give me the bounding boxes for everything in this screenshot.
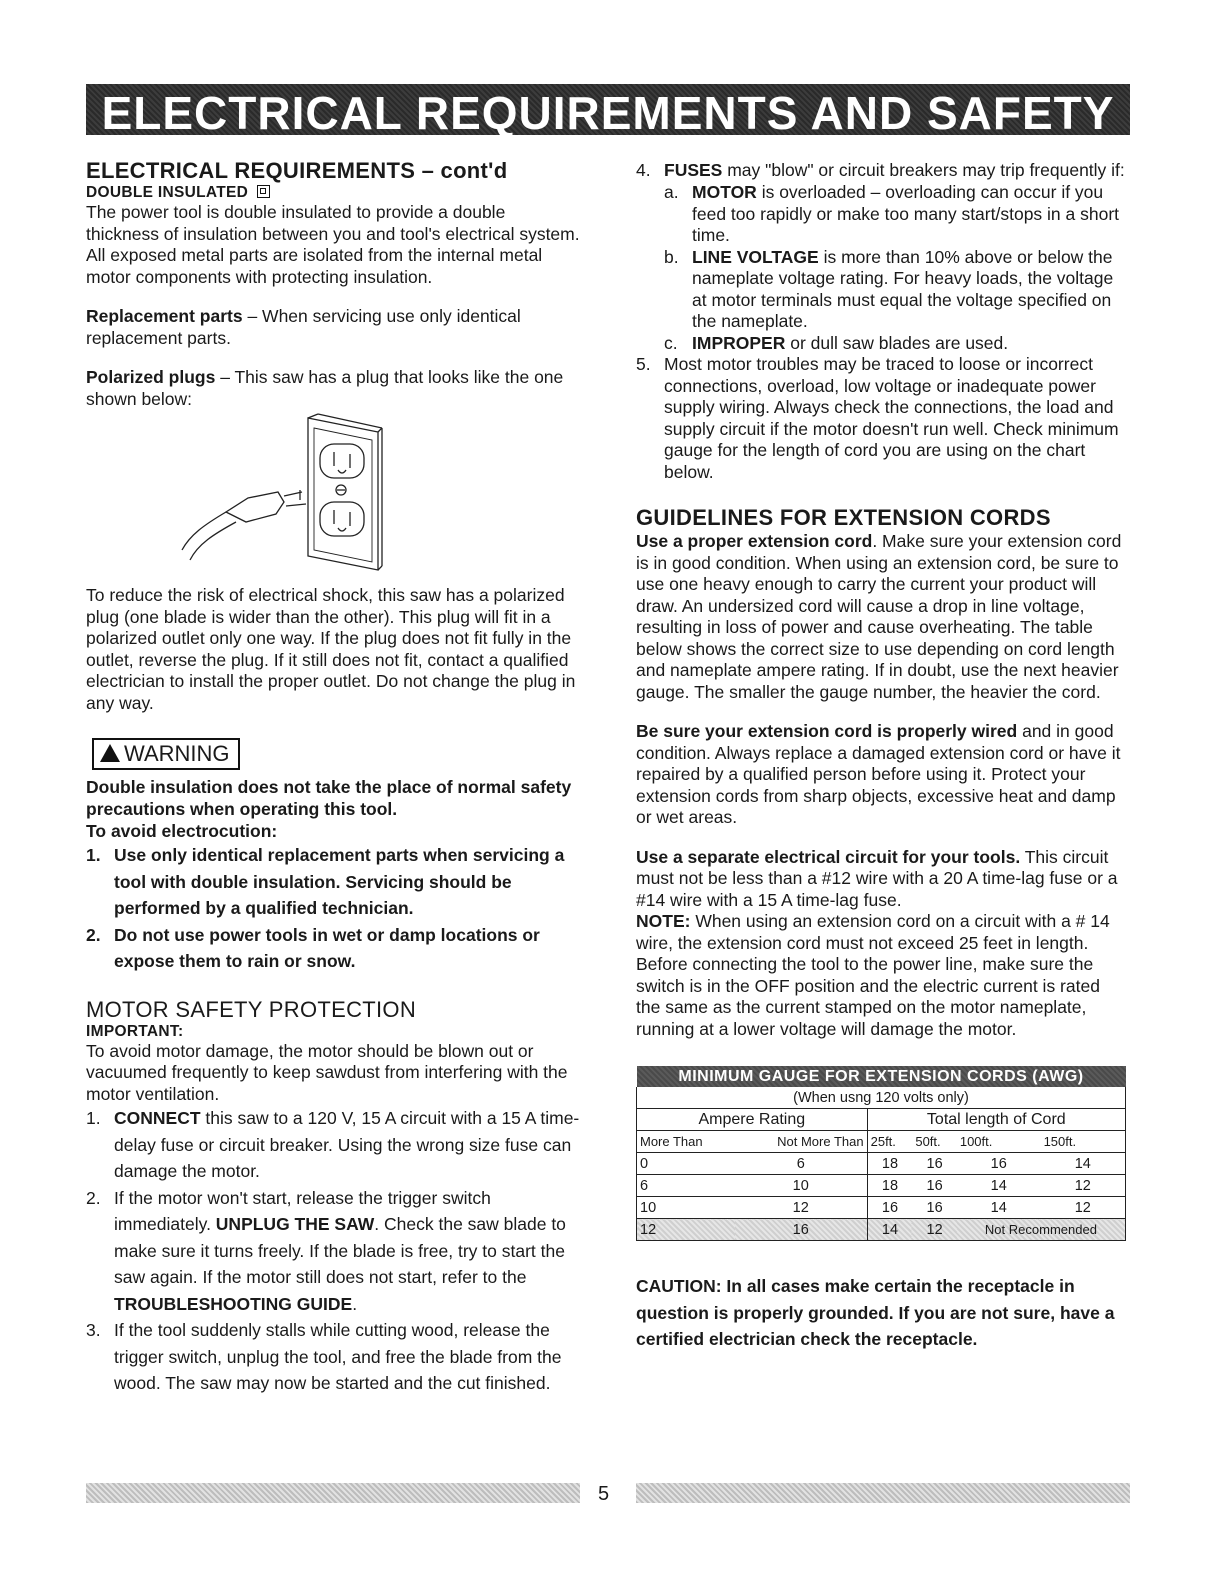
banner-title: ELECTRICAL REQUIREMENTS AND SAFETY xyxy=(101,87,1115,139)
wired-bold: Be sure your extension cord is properly wired xyxy=(636,721,1018,741)
fuses-item xyxy=(636,158,1128,354)
polarized-plugs-paragraph xyxy=(86,367,582,410)
warning-line1: Double insulation does not take the place of normal safety precautions when operating this tool. xyxy=(86,777,572,819)
gauge-table-subtitle: (When usng 120 volts only) xyxy=(637,1087,1126,1109)
replacement-parts-paragraph xyxy=(86,306,582,349)
motor-item-text: . Check the saw blade to make sure it turns freely. If the blade is free, try to start the saw again. If the motor still does not start, refer to the xyxy=(114,1214,566,1287)
polarized-label: Polarized plugs xyxy=(86,367,216,387)
table-cell: 12 xyxy=(735,1197,867,1219)
table-cell: 6 xyxy=(637,1175,735,1197)
wired-text: and in good condition. Always replace a damaged extension cord or have it repaired by a qualified person before using it. Protect your extension cords from sharp objects, excessive heat and damp or wet areas. xyxy=(636,721,1121,827)
sub-item-bold: LINE VOLTAGE xyxy=(692,246,819,267)
motor-troubles-text: Most motor troubles may be traced to loose or incorrect connections, overload, low voltage or inadequate power supply wiring. Always check the connections, the load and supply circuit if the motor doesn't run well. Check minimum gauge for the length of cord you are using on the chart below. xyxy=(664,354,1119,482)
table-cell: 16 xyxy=(735,1219,867,1241)
table-cell: 10 xyxy=(735,1175,867,1197)
note-text: When using an extension cord on a circuit with a # 14 wire, the extension cord must not exceed 25 feet in length. Before connecting the tool to the power line, make sure the switch is in the OFF position and the electric current is rated the same as the current stamped on the motor nameplate, running at a lower voltage will damage the motor. xyxy=(636,911,1110,1039)
warning-label-box xyxy=(92,738,240,770)
table-cell: 0 xyxy=(637,1153,735,1175)
warning-item-text: Do not use power tools in wet or damp locations or expose them to rain or snow. xyxy=(114,924,540,971)
table-cell: 16 xyxy=(957,1153,1041,1175)
table-cell: 12 xyxy=(1041,1197,1126,1219)
motor-list xyxy=(86,1105,582,1397)
section-heading-electrical: ELECTRICAL REQUIREMENTS – cont'd xyxy=(86,158,508,183)
sub-item-letter: b. xyxy=(664,246,679,267)
motor-item xyxy=(86,1185,582,1318)
left-column xyxy=(86,158,582,1397)
sub-item-letter: c. xyxy=(664,332,678,353)
warning-item xyxy=(86,922,582,975)
separate-text: This circuit must not be less than a #12 wire with a 20 A time-lag fuse or a #14 wire with a 15 A time-lag fuse. xyxy=(636,846,1118,910)
footer-bar-right xyxy=(636,1483,1130,1503)
fuses-item-text: may "blow" or circuit breakers may trip frequently if: xyxy=(722,160,1125,180)
warning-triangle-icon xyxy=(100,744,120,762)
gauge-header-cell: 25ft. xyxy=(867,1131,912,1153)
gauge-group-length: Total length of Cord xyxy=(867,1109,1125,1131)
replacement-label: Replacement parts xyxy=(86,306,243,326)
table-cell: 16 xyxy=(912,1197,957,1219)
table-cell: 14 xyxy=(1041,1153,1126,1175)
polarized-text: – This saw has a plug that looks like the one shown below: xyxy=(86,367,564,409)
table-row-not-recommended xyxy=(637,1219,1126,1241)
sub-item-text: is more than 10% above or below the nameplate voltage rating. For heavy loads, the voltage at motor terminals must equal the voltage specified on the nameplate. xyxy=(692,246,1114,331)
guidelines-paragraph xyxy=(636,531,1128,703)
fuses-item-number: 4. xyxy=(636,160,651,180)
motor-item-number: 2. xyxy=(86,1187,101,1208)
table-cell: 18 xyxy=(867,1175,912,1197)
gauge-table xyxy=(636,1066,1126,1241)
fuses-sub-item xyxy=(664,333,1128,355)
motor-item-text: this saw to a 120 V, 15 A circuit with a 15 A time-delay fuse or circuit breaker. Using the wrong size fuse can damage the motor. xyxy=(114,1108,580,1181)
sub-item-bold: MOTOR xyxy=(692,182,757,202)
motor-item-number: 1. xyxy=(86,1108,101,1128)
motor-item-bold: TROUBLESHOOTING GUIDE xyxy=(114,1293,353,1314)
guidelines-bold: Use a proper extension cord xyxy=(636,531,873,551)
motor-item-bold: UNPLUG THE SAW xyxy=(215,1214,375,1234)
motor-item-bold: CONNECT xyxy=(114,1108,201,1128)
fuses-sub-item xyxy=(664,247,1128,333)
warning-line2: To avoid electrocution: xyxy=(86,821,278,841)
gauge-header-cell: 50ft. xyxy=(912,1131,957,1153)
table-cell: 12 xyxy=(637,1219,735,1241)
motor-item-text: . xyxy=(352,1293,358,1314)
guidelines-heading: GUIDELINES FOR EXTENSION CORDS xyxy=(636,505,1051,530)
motor-troubles-number: 5. xyxy=(636,354,651,374)
gauge-header-cell: Not More Than xyxy=(735,1131,867,1153)
sub-item-text: or dull saw blades are used. xyxy=(785,332,1009,353)
table-cell: 12 xyxy=(912,1219,957,1241)
table-cell: 18 xyxy=(867,1153,912,1175)
double-insulated-icon xyxy=(257,185,270,198)
important-heading: IMPORTANT: xyxy=(86,1022,184,1040)
wired-paragraph xyxy=(636,721,1128,829)
sub-item-bold: IMPROPER xyxy=(692,332,786,353)
warning-item-number: 1. xyxy=(86,845,101,865)
table-row xyxy=(637,1197,1126,1219)
table-cell: 16 xyxy=(867,1197,912,1219)
motor-item-text: If the tool suddenly stalls while cutting wood, release the trigger switch, unplug the tool, and free the blade from the wood. The saw may now be started and the cut finished. xyxy=(114,1320,562,1393)
gauge-table-title: MINIMUM GAUGE FOR EXTENSION CORDS (AWG) xyxy=(637,1066,1126,1087)
motor-item xyxy=(86,1317,582,1397)
gauge-group-ampere: Ampere Rating xyxy=(637,1109,868,1131)
page-banner xyxy=(86,84,1130,139)
polarized-body-text: To reduce the risk of electrical shock, this saw has a polarized plug (one blade is wider than the other). This plug will fit in a polarized outlet only one way. If the plug does not fit fully in the outlet, reverse the plug. If it still does not fit, contact a qualified electrician to install the proper outlet. Do not change the plug in any way. xyxy=(86,585,576,713)
gauge-header-cell: 100ft. xyxy=(957,1131,1041,1153)
separate-bold: Use a separate electrical circuit for your tools. xyxy=(636,846,1021,867)
double-insulated-heading xyxy=(86,184,582,202)
sub-item-text: is overloaded – overloading can occur if you feed too rapidly or make too many start/stops in a short time. xyxy=(692,182,1120,245)
page-number: 5 xyxy=(598,1483,610,1505)
fuses-item-bold: FUSES xyxy=(664,160,723,180)
fuses-sub-list xyxy=(664,182,1128,354)
warning-item-number: 2. xyxy=(86,924,101,945)
motor-item xyxy=(86,1105,582,1185)
separate-circuit-paragraph xyxy=(636,847,1128,1041)
motor-troubles-item xyxy=(636,354,1128,483)
caution-text: CAUTION: In all cases make certain the receptacle in question is properly grounded. If you are not sure, have a certified electrician check the receptacle. xyxy=(636,1276,1115,1349)
sub-item-letter: a. xyxy=(664,182,679,202)
fuses-sub-item xyxy=(664,182,1128,247)
warning-item xyxy=(86,842,582,922)
replacement-text: – When servicing use only identical replacement parts. xyxy=(86,306,521,348)
outlet-plug-icon xyxy=(86,410,582,585)
right-column xyxy=(636,158,1128,1353)
warning-label: WARNING xyxy=(124,741,230,766)
table-cell: 12 xyxy=(1041,1175,1126,1197)
table-row xyxy=(637,1153,1126,1175)
table-cell: 14 xyxy=(957,1175,1041,1197)
table-cell: 14 xyxy=(867,1219,912,1241)
table-cell: Not Recommended xyxy=(957,1219,1126,1241)
table-cell: 10 xyxy=(637,1197,735,1219)
motor-item-number: 3. xyxy=(86,1320,101,1340)
motor-safety-heading: MOTOR SAFETY PROTECTION xyxy=(86,996,417,1022)
gauge-header-cell: More Than xyxy=(637,1131,735,1153)
guidelines-text: . Make sure your extension cord is in good condition. When using an extension cord, be sure to use one heavy enough to carry the current your product will draw. An undersized cord will cause a drop in line voltage, resulting in loss of power and cause overheating. The table below shows the correct size to use depending on cord length and nameplate ampere rating. If in doubt, use the next heavier gauge. The smaller the gauge number, the heavier the cord. xyxy=(636,531,1122,702)
table-cell: 14 xyxy=(957,1197,1041,1219)
motor-intro-text: To avoid motor damage, the motor should be blown out or vacuumed frequently to keep sawdust from interfering with the motor ventilation. xyxy=(86,1040,568,1104)
warning-list xyxy=(86,842,582,975)
footer-bar-left xyxy=(86,1483,580,1503)
note-bold: NOTE: xyxy=(636,911,691,931)
table-cell: 16 xyxy=(912,1153,957,1175)
gauge-header-cell: 150ft. xyxy=(1041,1131,1126,1153)
table-cell: 6 xyxy=(735,1153,867,1175)
motor-item-text: If the motor won't start, release the trigger switch immediately. xyxy=(114,1187,491,1234)
table-row xyxy=(637,1175,1126,1197)
fuses-list xyxy=(636,158,1128,483)
double-insulated-label: DOUBLE INSULATED xyxy=(86,184,249,201)
table-cell: 16 xyxy=(912,1175,957,1197)
warning-item-text: Use only identical replacement parts when servicing a tool with double insulation. Servicing should be performed by a qualified technician. xyxy=(114,845,565,918)
double-insulated-text: The power tool is double insulated to provide a double thickness of insulation between you and tool's electrical system. All exposed metal parts are isolated from the internal metal motor components with protecting insulation. xyxy=(86,202,580,287)
outlet-plug-illustration xyxy=(86,410,582,585)
